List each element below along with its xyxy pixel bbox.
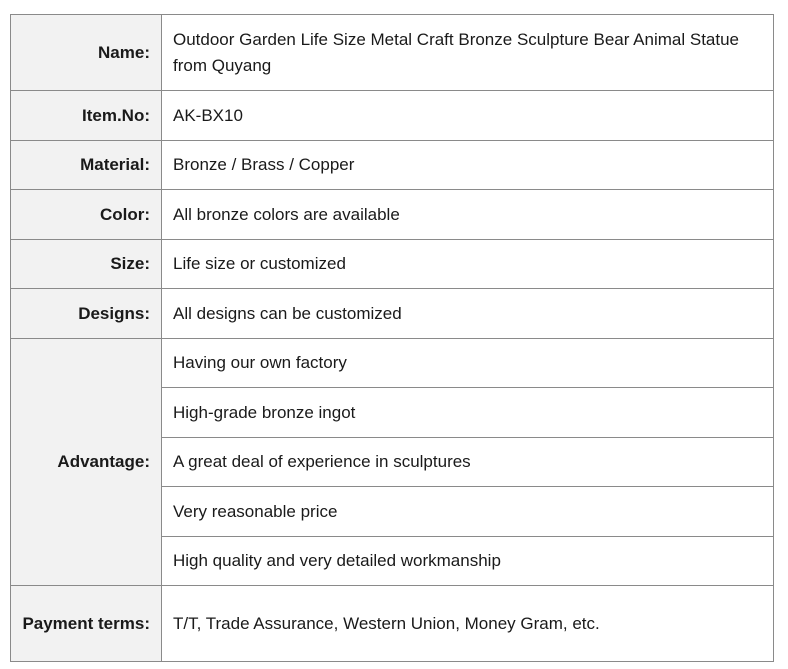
spec-row-designs (11, 289, 774, 339)
advantage-item: High-grade bronze ingot (162, 388, 774, 438)
spec-label-name: Name: (11, 15, 162, 91)
advantage-item: High quality and very detailed workmanship (162, 537, 774, 586)
spec-label-item-no: Item.No: (11, 91, 162, 141)
spec-label-advantage: Advantage: (11, 339, 162, 586)
product-spec-table (10, 14, 774, 662)
spec-row-advantage (11, 339, 774, 388)
spec-row-material (11, 141, 774, 190)
spec-label-material: Material: (11, 141, 162, 190)
spec-value-payment: T/T, Trade Assurance, Western Union, Money Gram, etc. (162, 586, 774, 662)
spec-value-color: All bronze colors are available (162, 190, 774, 240)
advantage-item: A great deal of experience in sculptures (162, 438, 774, 487)
spec-label-color: Color: (11, 190, 162, 240)
spec-row-item-no (11, 91, 774, 141)
advantage-item: Very reasonable price (162, 487, 774, 537)
spec-row-color (11, 190, 774, 240)
spec-value-material: Bronze / Brass / Copper (162, 141, 774, 190)
spec-label-size: Size: (11, 240, 162, 289)
spec-label-payment: Payment terms: (11, 586, 162, 662)
spec-value-item-no: AK-BX10 (162, 91, 774, 141)
spec-row-size (11, 240, 774, 289)
spec-row-payment (11, 586, 774, 662)
spec-value-designs: All designs can be customized (162, 289, 774, 339)
spec-label-designs: Designs: (11, 289, 162, 339)
spec-value-size: Life size or customized (162, 240, 774, 289)
spec-row-name (11, 15, 774, 91)
spec-value-name: Outdoor Garden Life Size Metal Craft Bronze Sculpture Bear Animal Statue from Quyang (162, 15, 774, 91)
advantage-item: Having our own factory (162, 339, 774, 388)
